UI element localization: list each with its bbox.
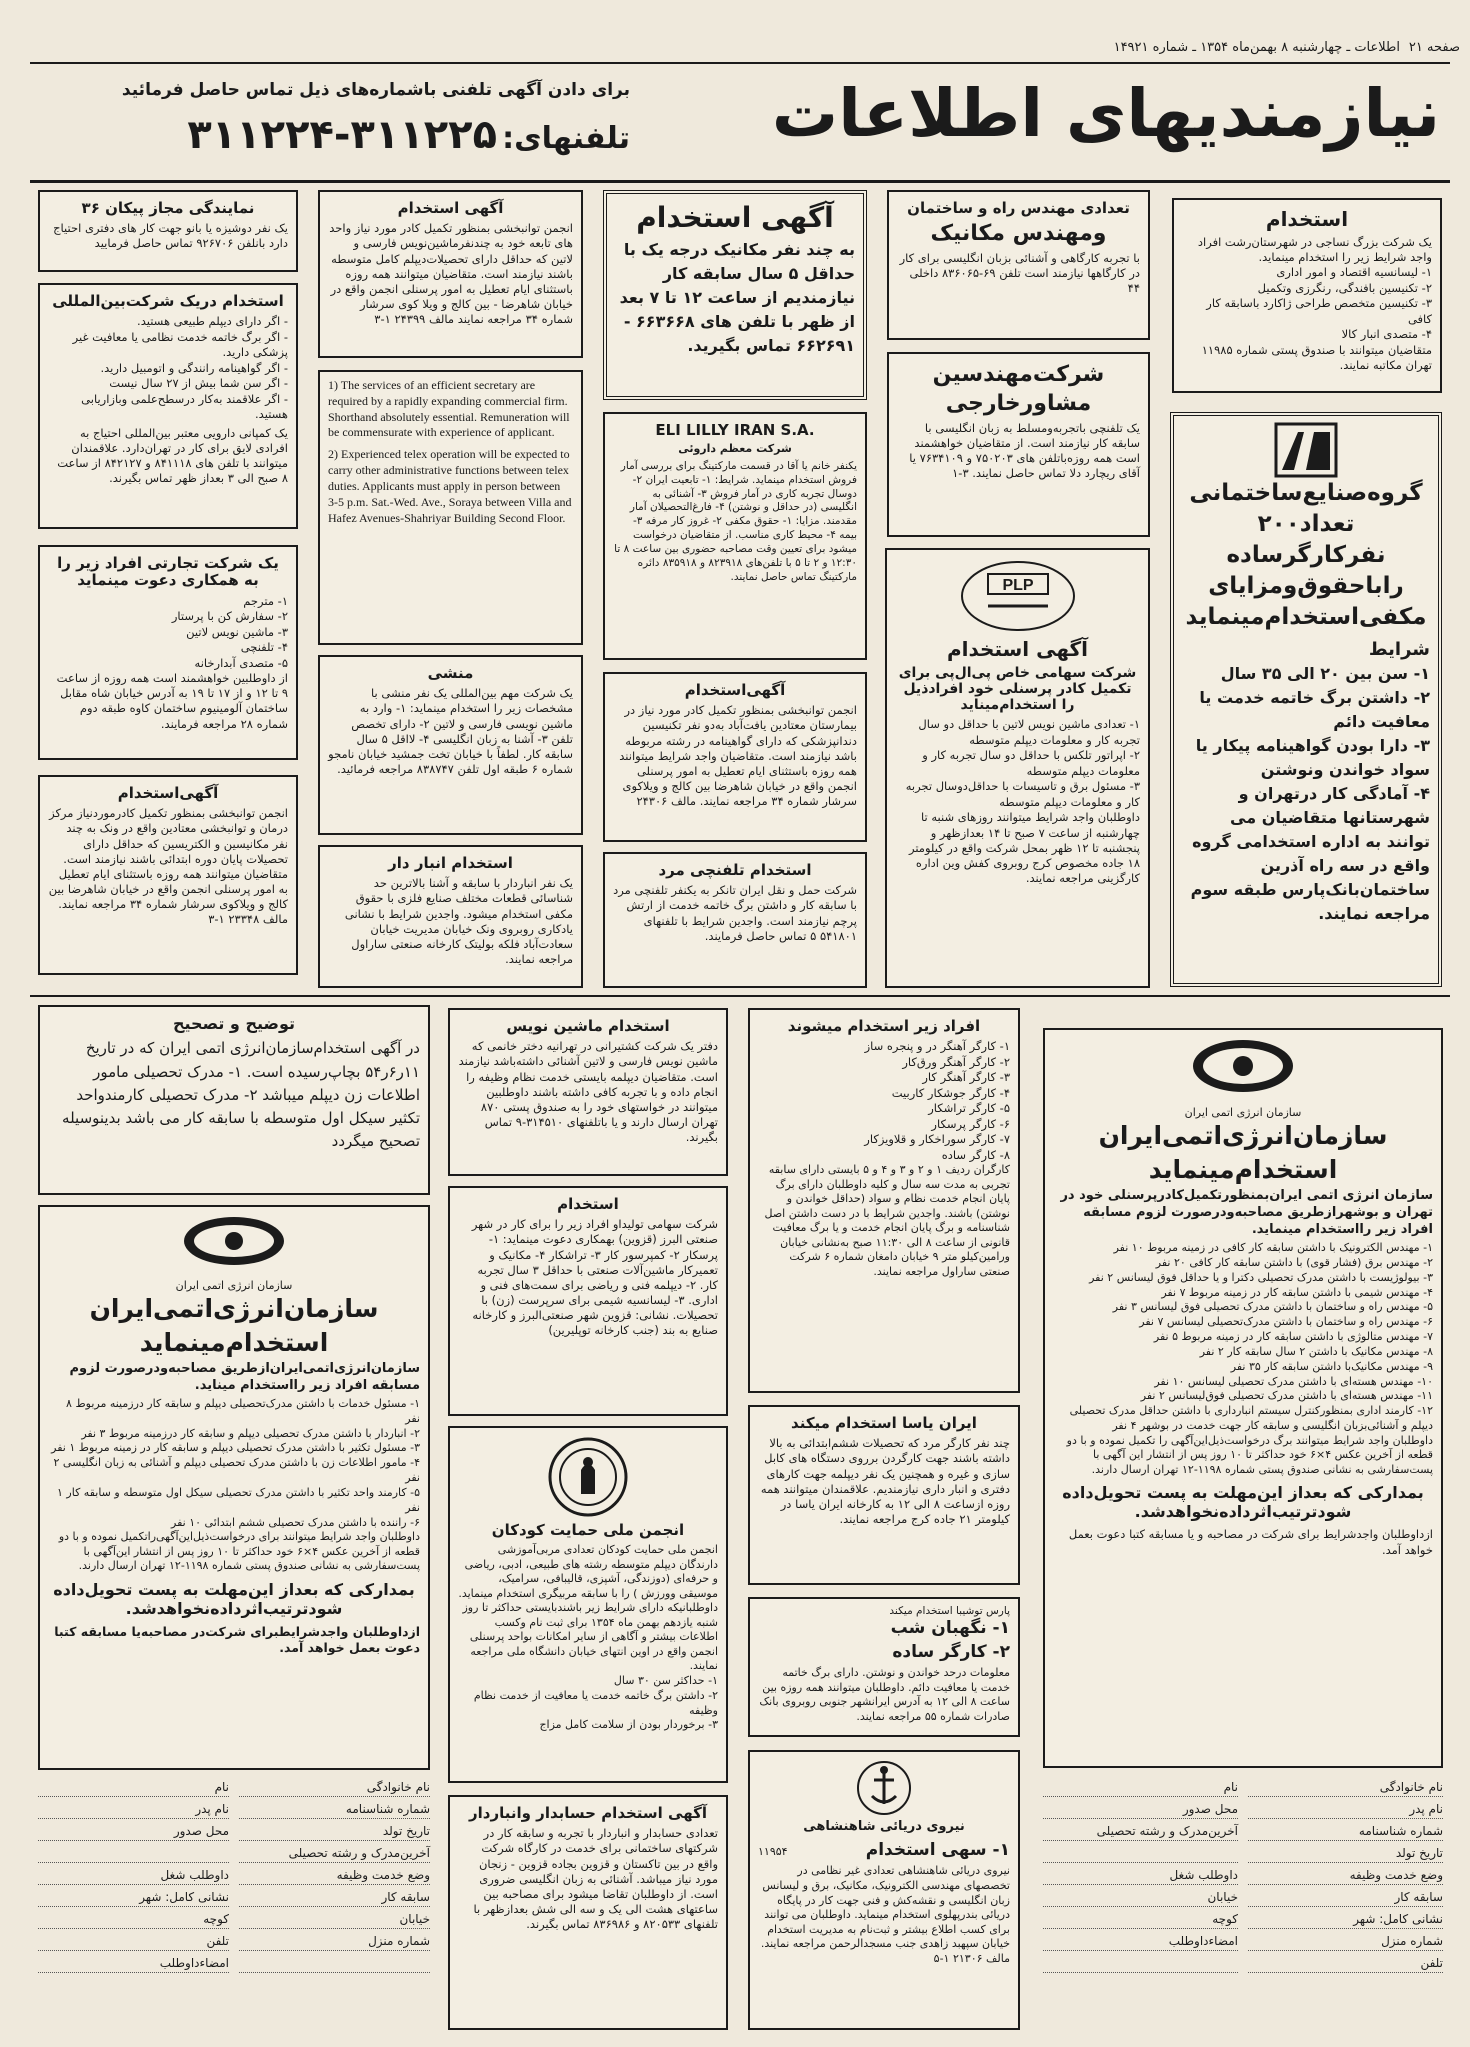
ad-monshi-body: یک شرکت مهم بین‌المللی یک نفر منشی با مشخصات زیر را استخدام مینماید: ۱- وارد به ماشین نویسی فارسی و لاتین ۲- دارای تخصص تلفن ۳- آشنا به زبان انگلیسی ۴- لااقل ۵ سال سابقه کار. لطفاً با خیابان تخت جمشید خیابان نامجو شماره ۶ طبقه اول تلفن ۸۳۸۷۴۷ مراجعه فرمائید. (328, 686, 573, 777)
ad-trade-item: ۴- تلفنچی (240, 640, 288, 655)
ad-anjoman-1-title: آگهی استخدام (397, 199, 504, 217)
ad-mechanic-body: به چند نفر مکانیک درجه یک با حداقل ۵ سال سابقه کار نیازمندیم از ساعت ۱۲ تا ۷ بعد از ظهر با تلفن های ۶۶۳۶۶۸ - ۶۶۲۶۹۱ تماس بگیرید. (619, 240, 855, 356)
form-right-field: نشانی کامل: شهر (1248, 1912, 1443, 1929)
ad-guard-title2: ۲- کارگر ساده (892, 1641, 1010, 1662)
form-right-field: شماره منزل (1248, 1934, 1443, 1951)
ad-typist-title: استخدام ماشین نویس (506, 1017, 670, 1035)
ad-workers-item: ۸- کارگر ساده (941, 1147, 1010, 1162)
form-left-field: محل صدور (38, 1824, 229, 1841)
ad-workers-item: ۷- کارگر سوراخکار و قلاویزکار (864, 1132, 1010, 1147)
aeoi-right-item: ۱۲- کارمند اداری بمنظورکنترل سیستم انبارداری با داشتن حداقل مدرک تحصیلی دیپلم و آشنائی‌بزبان انگلیسی و سابقه کار جهت خدمت در بوشهر ۴ نفر (1069, 1404, 1433, 1433)
ad-plp-item: ۱- تعدادی ماشین نویس لاتین با حداقل دو سال تجربه کار و معلومات دیپلم متوسطه (918, 717, 1140, 747)
ad-transport-body: شرکت حمل و نقل ایران تانکر به یکنفر تلفنچی مرد با سابقه کار و داشتن برگ خاتمه خدمت از ارتش پرچم نیازمند است. واجدین شرایط با تلفنهای ۵۴۱۸۰۱ ۵ تماس حاصل فرمایند. (613, 883, 857, 943)
ad-yasa-body: چند نفر کارگر مرد که تحصیلات ششم‌ابتدائی به بالا داشته باشند جهت کارگردن برروی دستگاه های کابل سازی و غیره و همچنین‌ یک‌ نفر دیپلمه جهت کارهای دفتری و انبار داری نیازمندیم. علاقمندان میتوانند همه روزه از‌ساعت ۸ الی ۱۲ به کارخانه ایران یاسا در کیلومتر ۲۱ جاده کرج مراجعه نمایند. (760, 1436, 1010, 1527)
form-left (38, 1780, 430, 2030)
ad-workers-item: ۶- کارگر پرسکار (931, 1116, 1010, 1131)
form-left-field: سابقه کار (239, 1890, 430, 1907)
form-left-field: تلفن (38, 1934, 229, 1951)
form-left-field: نام (38, 1780, 229, 1797)
form-left-field (38, 1846, 229, 1863)
form-right-field: داوطلب شغل (1043, 1868, 1238, 1885)
ad-child-body: انجمن ملی حمایت کودکان تعدادی مربی‌آموزشی دارندگان دیپلم متوسطه رشته های طبیعی، ادبی، ریاضی و حرفه‌ای (دوزندگی، آشپزی، قالیبافی، سرامیک، موسیقی وورزش ) را با سابقه مربیگری استخدام مینماید. داوطلبانیکه دارای شرایط زیر باشند‌بایستی حداکثر تا روز شنبه یازدهم بهمن ماه ۱۳۵۴ برای ثبت نام وکسب اطلاعات بیشتر و آگاهی از سایر امکانات بواحد پرسنلی انجمن واقع در اوین انتهای خیابان دانشگاه ملی مراجعه نمایند. (458, 1543, 718, 1673)
form-right-field: نام خانوادگی (1248, 1780, 1443, 1797)
ad-accountant (448, 1795, 728, 2030)
form-right-field: نام (1043, 1780, 1238, 1797)
ad-holding-title1: گروه‌صنایع‌ساختمانی (1189, 480, 1423, 506)
ad-holding (1170, 412, 1442, 987)
ad-eli-lilly (603, 412, 867, 660)
ad-guard-title1: ۱- نگهبان شب (890, 1618, 1010, 1638)
form-right-field: خیابان (1043, 1890, 1238, 1907)
form-right-field: سابقه کار (1248, 1890, 1443, 1907)
form-left-field: امضاء‌داوطلب (38, 1956, 229, 1973)
header-bottom-rule (30, 180, 1450, 183)
ad-typist-body: دفتر یک شرکت کشتیرانی در تهرانیه دختر خانمی که ماشین نویس فارسی و لاتین آشنائی داشته‌باشد نیازمند است. متقاضیان دیپلمه بایستی خدمت نظام وظیفه را انجام داده و با تجربه کافی داشته باشند داوطلبین میتوانند در خواستهای خود را به صندوق پستی ۸۷۰ تهران ارسال دارند و یا باتلفنهای ۳۱۴۵۱۰-۹ تماس بگیرند. (458, 1039, 718, 1145)
aeoi-right-item: ۷- مهندس متالوژی با داشتن سابقه کار در زمینه مربوط ۵ نفر (1153, 1330, 1433, 1344)
aeoi-left-org: سازمان انرژی اتمی ایران (175, 1279, 293, 1292)
aeoi-right-closing: ازداوطلبان واجدشرایط برای شرکت در مصاحبه و یا مسابقه کتبا دعوت بعمل خواهد آمد. (1068, 1527, 1433, 1557)
ad-typist (448, 1008, 728, 1176)
aeoi-right-logo-icon (1188, 1036, 1298, 1106)
form-left-field: نام پدر (38, 1802, 229, 1819)
form-left-field (239, 1956, 430, 1973)
child-protection-logo-icon (545, 1434, 631, 1520)
ad-anjoman-3-body: انجمن توانبخشی بمنظور تکمیل کادرموردنیاز مرکز درمان و توانبخشی معتادین واقع در ونک به چند نفر مکانیسین و الکتریسین که حداقل دارای تحصیلات پایان دوره ابتدائی باشند نیازمند است. متقاضیان میتوانند همه روزه باستثنای ایام تعطیل به امور پرسنلی انجمن واقع در خیابان شاهرضا بین کالج و ویلاکوی سرشار شماره ۳۴ مراجعه نمایند. مالف ۲۳۳۴۸ ۱-۳ (48, 806, 288, 927)
form-left-field: وضع خدمت وظیفه (239, 1868, 430, 1885)
ad-child-title: انجمن ملی حمایت کودکان (491, 1521, 685, 1539)
aeoi-left-item: ۳- مسئول تکثیر با داشتن مدرک تحصیلی دیپلم و سابقه کار در زمینه مربوط ۱ نفر (51, 1441, 420, 1455)
ad-peykan-title: نمایندگی مجاز پیکان ۳۶ (81, 199, 255, 217)
ad-workers-item: ۳- کارگر آهنگر کار (922, 1070, 1010, 1085)
ad-intl-item: - اگر علاقمند به‌کار درسطح‌علمی وبازاریابی هستید. (81, 391, 288, 422)
ad-holding-title4: مکفی‌استخدام‌مینماید (1185, 604, 1427, 631)
ad-trade-item: ۲- سفارش کن با پرستار (171, 609, 288, 624)
ad-consulting (887, 352, 1150, 537)
ad-accountant-body: تعدادی حسابدار و انباردار با تجربه و سابقه کار در شرکتهای ساختمانی برای خدمت در کارگاه شرکت‌ واقع‌ در بین‌ تاکستان و قزوین بجاده قزوین - زنجان مورد نیاز میباشد. آشنائی به زبان انگلیسی ضروری است. از داوطلبان تقاضا میشود برای مصاحبه بین ساعتهای هشت الی یک و سه الی شش بعدازظهر با تلفنهای ۸۲۰۵۳۳ و ۸۳۶۹۸۶ تماس بگیرند. (473, 1826, 718, 1932)
form-left-field: آخرین‌مدرک و رشته تحصیلی (239, 1846, 430, 1863)
aeoi-right-deadline: بمدارکی که بعداز این‌مهلت به پست تحویل‌داده شودترتیب‌اثرداده‌نخواهدشد. (1062, 1483, 1424, 1522)
form-left-field: نام خانوادگی (239, 1780, 430, 1797)
aeoi-left-item: ۲- انباردار با داشتن مدرک تحصیلی دیپلم و سابقه کار درزمینه مربوط ۳ نفر (81, 1426, 420, 1440)
form-right-field: آخرین‌مدرک و رشته تحصیلی (1043, 1824, 1238, 1841)
ad-holding-item: ۴- آمادگی کار درتهران و شهرستانها متقاضیان می توانند به اداره استخدامی گروه واقع در سه راه آذرین ساختمان‌بانک‌پارس طبقه سوم مراجعه نمایند. (1190, 784, 1430, 924)
phones-label: تلفنهای: (502, 121, 630, 156)
ad-aeoi-left (38, 1205, 430, 1770)
form-right (1043, 1780, 1443, 2030)
ad-anjoman-2-title: آگهی‌استخدام (684, 681, 786, 699)
ad-plp-item: ۳- مسئول برق و تاسیسات با حداقل‌دوسال تجربه کار و معلومات دیپلم متوسطه (905, 779, 1140, 809)
ad-peykan (38, 190, 298, 272)
form-right-field: وضع خدمت وظیفه (1248, 1868, 1443, 1885)
aeoi-left-item: ۵- کارمند واحد تکثیر با داشتن مدرک تحصیلی سیکل اول متوسطه و سابقه کار ۱ نفر (56, 1485, 420, 1514)
ad-warehouse (318, 845, 583, 988)
form-left-field: تاریخ تولد (239, 1824, 430, 1841)
navy-emblem-icon (854, 1758, 914, 1818)
ad-intl-item: - اگر گواهینامه رانندگی و اتومبیل دارید. (100, 360, 288, 375)
form-right-field: امضاء‌داوطلب (1043, 1934, 1238, 1951)
ad-consulting-title1: شرکت‌مهندسین (932, 362, 1105, 387)
aeoi-left-body: داوطلبان واجد شرایط میتوانند برای درخواست‌ذیل‌این‌آگهی‌را‌تکمیل نموده و با دو قطعه از آخرین عکس ۴×۶ خود حداکثر تا ۱۰ روز پس از انتشار این‌آگهی با پست‌سفارشی به نشانی صندوق پستی شماره ۱۱۹۸-۱۲ تهران ارسال دارند. (58, 1530, 420, 1573)
form-right-field: شماره شناسنامه (1248, 1824, 1443, 1841)
aeoi-left-item: ۴- مامور اطلاعات زن با داشتن مدرک تحصیلی دیپلم و آشنائی به زبان انگلیسی ۲ نفر (53, 1456, 420, 1485)
ad-textile-item: ۱- لیسانسیه اقتصاد و امور اداری (1276, 265, 1432, 280)
ad-intl-item: - اگر دارای دیپلم طبیعی هستید. (137, 314, 288, 329)
ad-textile (1172, 198, 1442, 393)
aeoi-left-logo-icon (179, 1213, 289, 1279)
ad-transport-title: استخدام تلفنچی مرد (658, 861, 812, 879)
aeoi-right-item: ۴- مهندس شیمی با داشتن سابقه کار در زمینه مربوط ۷ نفر (1161, 1285, 1433, 1299)
ad-trade-title: یک شرکت تجارتی افراد زیر را به همکاری دعوت مینماید (57, 554, 279, 590)
ad-correction-title: توضیح و تصحیح (172, 1014, 295, 1033)
ad-warehouse-title: استخدام انبار دار (388, 854, 513, 872)
header-rule (30, 62, 1450, 64)
ad-workers-item: ۲- کارگر آهنگر ورق‌کار (902, 1054, 1010, 1069)
ad-correction-body: در آگهی استخدام‌سازمان‌انرژی اتمی ایران که در تاریخ ۱۱ر۶ر۵۴ بچاپ‌رسیده است. ۱- مدرک تحصیلی مامور اطلاعات زن دیپلم میباشد ۲- مدرک تحصیلی کارمندواحد تکثیر سیکل اول متوسطه با سابقه کار می باشد بدینوسیله تصحیح میگردد (62, 1039, 420, 1151)
ad-anjoman-1 (318, 190, 583, 358)
aeoi-right-item: ۱۰- مهندس هسته‌ای با داشتن مدرک تحصیلی لیسانس ۱۰ نفر (1154, 1374, 1433, 1388)
ad-anjoman-3-title: آگهی‌استخدام (117, 784, 219, 802)
ad-english-item-2: 2) Experienced telex operation will be expected to carry other administrative functions between telex duties. Applicants must apply in person between 3-5 p.m. Sat.-Wed. Ave., Soraya between Villa and Hafez Avenues-Shahriyar Building Second Floor. (328, 447, 572, 525)
ad-intl-title: استخدام دریک شرکت‌بین‌المللی (52, 292, 284, 310)
ad-accountant-title: آگهی استخدام حسابدار وانباردار (469, 1804, 707, 1822)
aeoi-right-org: سازمان انرژی اتمی ایران (1184, 1106, 1302, 1119)
aeoi-right-intro: سازمان انرژی اتمی ایران‌بمنظورتکمیل‌کادرپرسنلی خود در تهران و بوشهرازطریق مصاحبه‌ودرصورت لزوم مسابقه افراد زیر را‌استخدام مینماید. (1060, 1187, 1433, 1237)
form-right-field: تاریخ تولد (1248, 1846, 1443, 1863)
form-right-field (1043, 1846, 1238, 1863)
aeoi-right-item: ۹- مهندس مکانیک‌با داشتن سابقه کار ۳۵ نفر (1230, 1359, 1433, 1373)
ad-trade-item: ۱- مترجم (243, 593, 288, 608)
aeoi-right-item: ۲- مهندس برق (فشار قوی) با داشتن سابقه کار کافی ۲۰ نفر (1155, 1255, 1433, 1269)
ad-anjoman-2 (603, 672, 867, 842)
ad-navy (748, 1750, 1020, 2030)
ad-factory-body: شرکت سهامی تولیداو افراد زیر را برای کار در شهر صنعتی البرز (قزوین) بهمکاری دعوت مینماید: ۱- پرسکار ۲- کمپرسور کار ۳- تراشکار ۴- مکانیک و تعمیرکار ماشین‌آلات صنعتی با حداقل ۳ سال تجربه کار. ۲- دیپلمه فنی و ریاضی برای سمت‌های فنی و اداری. ۳- لیسانسیه شیمی برای سرپرست (زن) با تحصیلات. نشانی: قزوین شهر صنعتی‌البرز و کارخانه صنایع به بند (جنب کارخانه توپلیرین) (471, 1217, 718, 1338)
ad-intl-item: - اگر برگ خاتمه خدمت نظامی یا معافیت غیر پزشکی دارید. (72, 329, 288, 360)
plp-logo-icon (958, 556, 1078, 636)
form-left-field: خیابان (239, 1912, 430, 1929)
ad-engineers-title1: تعدادی مهندس راه و ساختمان (907, 199, 1130, 217)
aeoi-right-title2: استخدام‌مینماید (1148, 1154, 1338, 1184)
ad-workers-item: ۱- کارگر آهنگر در و پنجره ساز (864, 1039, 1010, 1054)
ad-workers-item: ۵- کارگر تراشکار (928, 1101, 1010, 1116)
ad-holding-title2: تعداد۲۰۰ نفرکارگرساده (1226, 511, 1386, 569)
aeoi-right-item: ۱۱- مهندس هسته‌ای با داشتن مدرک تحصیلی فوق‌لیسانس ۲ نفر (1140, 1389, 1433, 1403)
ad-peykan-body: یک نفر دوشیزه یا بانو جهت کار های دفتری احتیاج دارد بانلفن ۹۲۶۷۰۶ تماس حاصل فرمایید (53, 221, 288, 251)
issue-info: اطلاعات ـ چهارشنبه ۸ بهمن‌ماه ۱۳۵۴ ـ شماره ۱۴۹۲۱ (1113, 40, 1400, 55)
plp-logo-text: PLP (1001, 577, 1034, 594)
ad-mechanic (603, 190, 867, 400)
ad-intl-item: - اگر سن شما بیش از ۲۷ سال نیست (109, 376, 288, 391)
form-right-field: تلفن (1248, 1956, 1443, 1973)
aeoi-left-title2: استخدام‌مینماید (139, 1327, 329, 1357)
ad-intl-company (38, 283, 298, 529)
ad-plp-footer: داوطلبان واجد شرایط میتوانند روزهای شنبه تا چهارشنبه از ساعت ۷ صبح تا ۱۴ بعدازظهر و پنجشنبه تا ۱۲ ظهر بمحل شرکت واقع در کیلومتر ۱۸ جاده مخصوص کرج روبروی کفش وین اداره کارگزینی مراجعه نمایند. (908, 810, 1140, 886)
form-left-field: داوطلب شغل (38, 1868, 229, 1885)
ad-plp-subtitle: شرکت سهامی خاص پی‌ال‌پی برای تکمیل کادر پرسنلی خود افرادذیل را استخدام‌میناید (898, 665, 1137, 714)
ad-trade-item: ۳- ماشین نویس لاتین (186, 624, 288, 639)
ad-anjoman-1-body: انجمن توانبخشی بمنظور تکمیل کادر مورد نیاز واحد های تابعه خود به چندنفرماشین‌نویس فارسی و لاتین که حداقل دارای تحصیلات‌دیپلم کامل متوسطه باشند نیازمند است. متقاضیان میتوانند همه روزه باستثنای ایام تعطیل به امور پرسنلی انجمن واقع در خیابان شاهرضا - بین کالج و ویلا کوی سرشار شماره ۳۴ مراجعه نمایند مالف ۲۴۳۹۹ ۱-۳ (329, 221, 573, 327)
masthead: نیازمندیهای اطلاعات (771, 75, 1440, 152)
ad-trade-item: ۵- متصدی آبدارخانه (194, 655, 288, 670)
ad-workers-item: ۴- کارگر جوشکار کاربیت (891, 1085, 1010, 1100)
aeoi-left-closing: ازداوطلبان واجدشرایطبرای شرکت‌در مصاحبه‌یا مسابقه کتبا دعوت بعمل خواهد آمد. (54, 1623, 420, 1656)
ad-anjoman-3 (38, 775, 298, 975)
ad-eli-lilly-subtitle: شرکت معظم داروئی (678, 442, 792, 456)
contact-line: برای دادن آگهی تلفنی باشماره‌های ذیل تماس حاصل فرمائید (121, 80, 630, 100)
form-right-field (1043, 1956, 1238, 1973)
ad-consulting-body: یک تلفنچی باتجربه‌ومسلط به زبان انگلیسی با سابقه کار نیازمند است. از متقاضیان خواهشمند است همه روزه‌باتلفن های ۷۵۰۲۰۳ و ۷۶۳۴۱۰۹ یا آقای ریچارد دلا تماس حاصل نمایند. ۳-۱ (909, 420, 1140, 481)
form-left-field: نشانی کامل: شهر (38, 1890, 229, 1907)
ad-holding-item: ۱- سن بین ۲۰ الی ۳۵ سال (1220, 664, 1430, 684)
ad-guard-intro: پارس توشیبا استخدام میکند (889, 1605, 1010, 1617)
page-label: صفحه ۲۱ (1408, 40, 1460, 55)
ad-engineers (887, 190, 1150, 340)
phones-number: ۳۱۱۲۲۵-۳۱۱۲۲۴ (187, 112, 497, 158)
ad-textile-item: ۳- تکنیسین متخصص طراحی ژاکارد باسابقه کار کافی (1206, 296, 1432, 326)
ad-textile-item: ۲- تکنیسین بافندگی، رنگرزی وتکمیل (1257, 280, 1432, 295)
ad-correction (38, 1005, 430, 1195)
form-left-field: شماره شناسنامه (239, 1802, 430, 1819)
aeoi-right-body: داوطلبان واجد شرایط میتوانند برگ درخواست‌ذیل‌این‌آگهی را تکمیل نموده و با دو قطعه از آخرین عکس ۴×۶ خود حداکثر تا ۱۰ روز پس از انتشار این آگهی با پست‌سفارشی به نشانی صندوق پستی شماره ۱۱۹۸-۱۲ تهران ارسال دارند. (1066, 1433, 1433, 1476)
ad-transport-operator (603, 852, 867, 988)
ad-factory (448, 1186, 728, 1416)
ad-english-item-1: 1) The services of an efficient secretary are required by a rapidly expanding commercial firm. Shorthand absolutely essential. Remuneration will be commensurate with experience of applicant. (328, 378, 570, 440)
aeoi-right-item: ۵- مهندس راه و ساختمان با داشتن مدرک تحصیلی فوق لیسانس ۳ نفر (1112, 1300, 1433, 1314)
aeoi-right-title1: سازمان‌انرژی‌اتمی‌ایران (1098, 1121, 1388, 1150)
form-right-field: کوچه (1043, 1912, 1238, 1929)
ad-monshi (318, 655, 583, 835)
ad-holding-title3: راباحقوق‌ومزایای (1208, 573, 1404, 600)
ad-child-item: ۱- حداکثر سن ۳۰ سال (613, 1673, 718, 1687)
ad-iran-yasa (748, 1405, 1020, 1585)
aeoi-right-item: ۱- مهندس الکترونیک با داشتن سابقه کار کافی در زمینه مربوط ۱۰ نفر (1113, 1240, 1433, 1254)
ad-navy-body: نیروی دریائی شاهنشاهی تعدادی غیر نظامی در تخصصهای مهندسی الکترونیک، مکانیک، برق و لیسانس زبان انگلیسی و نقشه‌کش و فنی جهت کار در پایگاه دریائی بندرپهلوی استخدام مینماید. داوطلبان می توانند برای کسب اطلاع بیشتر و ثبت‌نام به مدیریت استخدام خیابان سپهبد زاهدی جنب مسجدالرحمن مراجعه نمایند. مالف ۲۱۳۰۶ ۱-۵ (760, 1864, 1010, 1965)
ad-workers-title: افراد زیر استخدام میشوند (787, 1017, 981, 1035)
ad-textile-item: ۴- متصدی انبار کالا (1341, 327, 1432, 342)
phones-block (60, 112, 630, 172)
ad-guard (748, 1597, 1020, 1737)
ad-eli-lilly-title: ELI LILLY IRAN S.A. (655, 421, 815, 439)
ad-mechanic-title: آگهی استخدام (636, 201, 834, 234)
aeoi-left-item: ۱- مسئول خدمات با داشتن مدرک‌تحصیلی دیپلم و سابقه کار درزمینه مربوط ۸ نفر (66, 1396, 420, 1425)
ad-trade-co (38, 545, 298, 760)
ad-navy-title2: ۱- سهی استخدام (865, 1839, 1010, 1860)
ad-intl-footer: یک کمپانی دارویی معتبر بین‌المللی احتیاج به افرادی لایق برای کار در تهران‌دارد. علاقمندان میتوانند با تلفن های ۸۴۱۱۱۸ و ۸۴۲۱۲۷ از ساعت ۸ صبح الی ۳ بعداز ظهر تماس بگیرند. (57, 425, 288, 486)
ad-plp (885, 548, 1150, 988)
ad-workers-list (748, 1008, 1020, 1393)
ad-textile-body: یک شرکت بزرگ نساجی در شهرستان‌رشت افراد واجد شرایط زیر را استخدام مینماید. (1197, 235, 1432, 265)
ad-warehouse-body: یک نفر انباردار با سابقه و آشنا بالاترین حد شناسائی قطعات مختلف صنایع فلزی با حقوق مکفی استخدام میشود. واجدین شرایط با نشانی یادکاری روبروی ونک خیابان مدیریت خیابان سعادت‌آباد فلکه بولیتک کارخانه صنعتی ساراول مراجعه نمایند. (344, 876, 573, 967)
form-left-field: کوچه (38, 1912, 229, 1929)
ad-engineers-body: با تجربه کارگاهی و آشنائی بزبان انگلیسی برای کار در کارگاهها نیازمند است تلفن ۶۹-۸۳۶۰۶۵ داخلی ۴۴ (899, 250, 1140, 295)
ad-holding-item: ۳- دارا بودن گواهینامه پیکار یا سواد خواندن ونوشتن (1195, 736, 1430, 780)
ad-eli-lilly-body: یکنفر خانم یا آقا در قسمت مارکتینگ برای بررسی آمار فروش استخدام مینماید. شرایط: ۱- تابعیت ایران ۲- دوسال تجربه کاری در آمار فروش ۳- آشنائی به انگلیسی (در حداقل و نوشتن) ۴- فارغ‌التحصیلان آمار مقدمند. مزایا: ۱- حقوق مکفی ۲- غروز کار مرفه ۳- بیمه ۴- محیط کاری مناسب. از متقاضیان درخواست میشود برای تعیین وقت مصاحبه حضوری بین ساعت ۸ تا ۱۲:۳۰ و ۲ تا ۵ با تلفن‌های ۸۲۳۹۱۸ و ۸۳۵۹۱۸ دائره مارکتینگ تماس حاصل نمایند. (614, 459, 857, 583)
aeoi-right-item: ۶- مهندس راه و ساختمان با داشتن مدرک‌تحصیلی لیسانس ۷ نفر (1139, 1315, 1433, 1329)
ad-child-item: ۳- برخوردار بودن از سلامت کامل مزاج (539, 1718, 718, 1732)
ad-child-protection (448, 1426, 728, 1783)
ad-consulting-title2: مشاور‌خارجی (945, 391, 1092, 417)
aeoi-right-item: ۳- بیولوژیست با داشتن مدرک تحصیلی دکترا و یا حداقل فوق لیسانس ۲ نفر (1089, 1270, 1433, 1284)
form-left-field: شماره منزل (239, 1934, 430, 1951)
ad-holding-cond-title: شرایط (1368, 639, 1430, 661)
ad-plp-item: ۲- اپراتور تلکس با حداقل دو سال تجربه کار و معلومات دیپلم متوسطه (922, 748, 1140, 778)
ad-holding-item: ۲- داشتن برگ خاتمه خدمت یا معافیت دائم (1199, 688, 1430, 732)
ad-yasa-title: ایران یاسا استخدام میکند (791, 1414, 977, 1432)
form-right-field: محل صدور (1043, 1802, 1238, 1819)
ad-plp-title: آگهی استخدام (946, 637, 1089, 661)
ad-english-secretary (318, 370, 583, 645)
mid-rule (30, 995, 1450, 997)
ad-textile-title: استخدام (1265, 207, 1349, 231)
ad-textile-footer: متقاضیان میتوانند با صندوق پستی شماره ۱۱۹۸۵ تهران مکاتبه نمایند. (1201, 342, 1432, 373)
ad-anjoman-2-body: انجمن توانبخشی بمنظور تکمیل کادر مورد نیاز در بیمارستان معتادین یافت‌آباد به‌دو نفر تکنیسین دندانپزشکی که دارای گواهینامه در رشته مربوطه باشد نیازمند است. متقاضیان واجد شرایط میتوانند همه روزه باستثنای ایام تعطیل به امور پرسنلی انجمن واقع در خیابان شاهرضا بین کالج و ویلاکوی سرشار شماره ۳۴ مراجعه نمایند. مالف ۲۴۳۰۶ (619, 703, 857, 809)
ad-navy-title: نیروی دریائی شاهنشاهی (803, 1819, 965, 1834)
holding-logo-icon (1274, 422, 1338, 478)
ad-workers-body: کارگران ردیف ۱ و ۲ و ۳ و ۴ و ۵ بایستی دارای سابقه تجربی به مدت سه سال و کلیه داوطلبان دارای برگ پایان انجام خدمت نظام و سواد (حداقل خواندن و نوشتن) باشند. واجدین شرایط با در دست داشتن اصل شناسنامه و برگ پایان انجام خدمت و یا برگ معافیت قانونی از ساعت ۸ الی ۱۱:۳۰ صبح به‌نشانی خیابان ورامین‌کیلو متر ۹ خیابان دامغان شماره ۶ شرکت صنعتی ساراول مراجعه نمایند. (764, 1163, 1010, 1278)
ad-engineers-title2: ومهندس مکانیک (930, 221, 1107, 247)
ad-guard-body: معلومات درحد خواندن و نوشتن. دارای برگ خاتمه خدمت یا معافیت دائم. داوطلبان میتوانند همه روزه بین ساعت ۸ الی ۱۲ به آدرس ایرانشهر جنوبی روبروی بانک صادرات شماره ۵۵ مراجعه نمایند. (759, 1666, 1010, 1723)
ad-child-item: ۲- داشتن برگ خاتمه خدمت یا معافیت از خدمت نظام وظیفه (473, 1688, 718, 1717)
aeoi-left-intro: سازمان‌انرژی‌اتمی‌ایران‌ازطریق مصاحبه‌ودرصورت لزوم مسابقه افراد زیر را‌استخدام میناید. (69, 1360, 420, 1393)
aeoi-right-item: ۸- مهندس مکانیک با داشتن ۲ سال سابقه کار ۲ نفر (1199, 1344, 1433, 1358)
ad-trade-footer: از داوطلبین خواهشمند است همه روزه از ساعت ۹ تا ۱۲ و از ۱۷ تا ۱۹ به آدرس خیابان شاه مقابل ساختمان آلومینیوم ساختمان کاوه طبقه دوم شماره ۲۸ مراجعه فرمایند. (56, 671, 288, 731)
aeoi-left-deadline: بمدارکی که بعداز این‌مهلت به پست تحویل‌داده شودترتیب‌اثرداده‌نخواهدشد. (53, 1579, 415, 1618)
aeoi-left-title1: سازمان‌انرژی‌اتمی‌ایران (89, 1294, 379, 1323)
ad-factory-title: استخدام (557, 1195, 619, 1213)
ad-navy-number: ۱۱۹۵۴ (758, 1845, 788, 1859)
ad-aeoi-right (1043, 1028, 1443, 1768)
aeoi-left-item: ۶- راننده با داشتن مدرک تحصیلی ششم ابتدائی ۱۰ نفر (171, 1515, 420, 1529)
form-right-field: نام پدر (1248, 1802, 1443, 1819)
ad-monshi-title: منشی (427, 664, 474, 682)
